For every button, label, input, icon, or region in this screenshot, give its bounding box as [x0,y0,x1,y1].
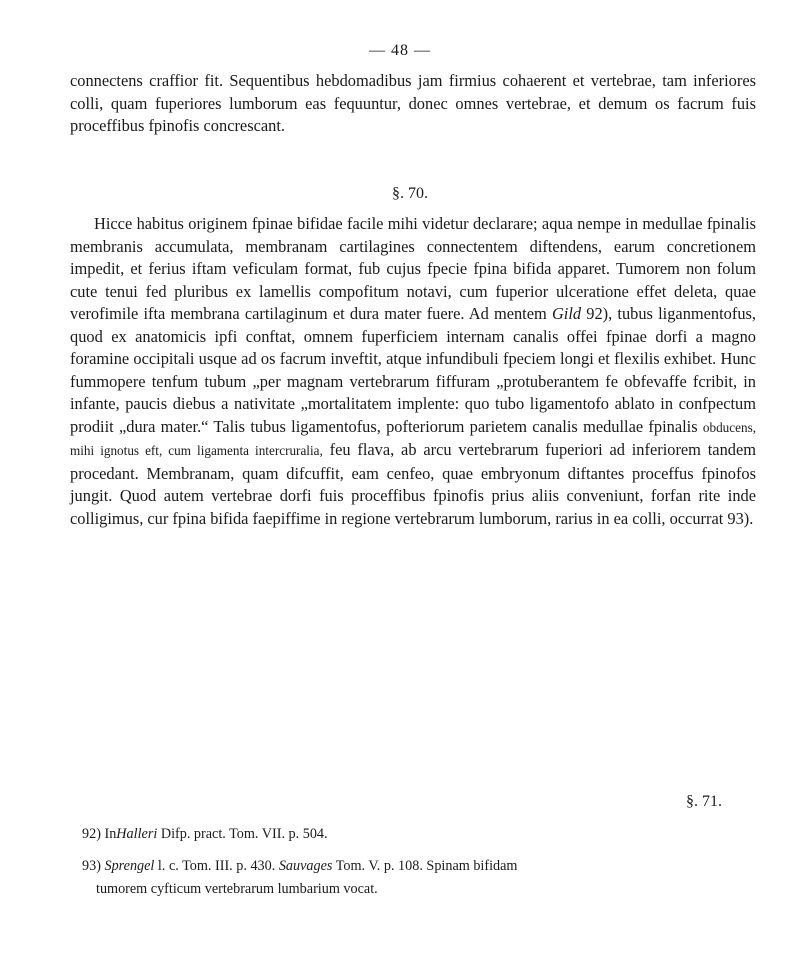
paragraph-text: tubus liganmentofus, quod ex anatomicis ipfi conftat, omnem fuperficiem internam canalis offei fpinae dorfi a magno foramine occipitali usque ad os facrum inveftit, atque infundibuli fpeciem longi et flexilis exhibet. Hunc fummopere tenfum tubum „per magnam vertebrarum fiffuram „protuberantem fe obfevaffe fcribit, in infante, paucis diebus a nativitate „mortalitatem implente: quo tubo ligamentofo ablato in confpectum prodiit „dura mater.“ Talis tubus ligamentofus, pofteriorum parietem canalis medullae fpinalis [70,304,757,436]
page-number: — 48 — [369,42,431,59]
footnote-92 [82,823,762,845]
footnote-number: 92) [82,826,101,842]
section-heading-70: §. 70. [392,185,428,202]
author-name-gild: Gild [551,304,582,323]
footnote-text: Difp. pract. Tom. VII. p. 504. [160,826,328,842]
footnote-author: Sprengel [104,858,155,874]
footnote-93 [82,855,762,877]
footnote-author: Sauvages [278,858,333,874]
footnote-93-continuation: tumorem cyfticum vertebrarum lumbarium vocat. [96,881,378,897]
paragraph-continuation: connectens craffior fit. Sequentibus hebdomadibus jam firmius cohaerent et vertebrae, tam inferiores colli, quam fuperiores lumborum eas fequuntur, donec omnes vertebrae, et demum os facrum fuis proceffibus fpinofis concrescant. [70,71,756,135]
footnote-author: Halleri [116,826,158,842]
paragraph-text: Hicce habitus originem fpinae bifidae facile mihi videtur declarare; aqua nempe in medullae fpinalis membranis accumulata, membranam cartilagines connectentem diftendens, earum concretionem impedit, et ferius iftam veficulam format, fub cujus fpecie fpina bifida apparet. Tumorem non folum cute tenui fed pluribus ex lamellis compofitum notavi, cum fuperior ulceratione effet deleta, quae verofimile ifta membrana cartilaginum et dura mater fuere. Ad mentem [70,214,756,323]
paragraph-section-70 [70,213,756,530]
footnote-text: In [104,826,117,842]
footnote-number: 93) [82,858,101,874]
small-print-text: obducens, mihi ignotus eft, cum ligamenta intercruralia, [70,419,756,458]
paragraph-text: feu flava, ab arcu vertebrarum fuperiori ad inferiorem tandem procedant. Membranam, quam difcuffit, eam cenfeo, quae embryonum diftantes proceffus fpinofos jungit. Quod autem vertebrae dorfi fuis proceffibus fpinofis prius aliis conveniunt, forfan rite inde colligimus, cur fpina bifida faepiffime in regione vertebrarum lumborum, rarius in ea colli, occurrat 93). [70,440,756,528]
footnote-text: l. c. Tom. III. p. 430. [157,858,276,874]
footnote-text: Tom. V. p. 108. Spinam bifidam [335,858,518,874]
section-heading-71: §. 71. [686,793,722,810]
footnote-ref-92: 92), [581,304,613,323]
